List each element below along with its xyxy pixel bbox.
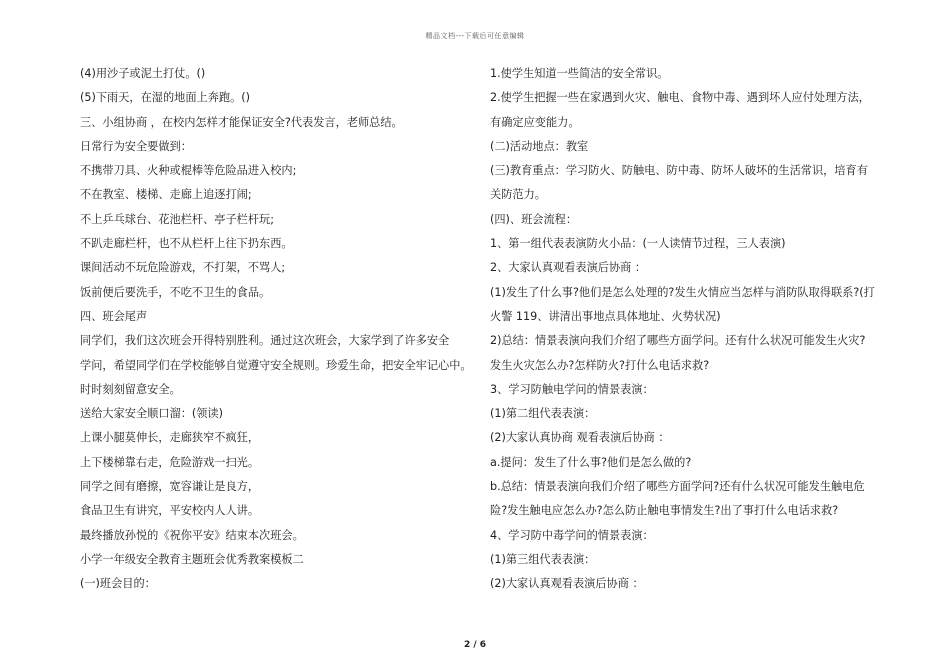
text-line: 不携带刀具、火种或棍棒等危险品进入校内;: [80, 164, 297, 178]
section-heading: 四、班会尾声: [80, 309, 148, 323]
right-column: [490, 62, 882, 597]
left-column: [80, 62, 472, 597]
text-line: 不趴走廊栏杆，也不从栏杆上往下扔东西。: [80, 237, 293, 251]
page-number: 2 / 6: [463, 640, 487, 650]
text-line: 2.使学生把握一些在家遇到火灾、触电、食物中毒、遇到坏人应付处理方法，: [490, 91, 870, 105]
text-line: 1.使学生知道一些简洁的安全常识。: [490, 67, 669, 80]
text-line: 上下楼梯靠右走，危险游戏一扫光。: [80, 455, 260, 469]
page-header: 精品文档---下载后可任意编辑: [425, 32, 525, 40]
text-line: (4)用沙子或泥土打仗。(): [80, 67, 206, 80]
text-line: (2)大家认真观看表演后协商 ：: [490, 577, 644, 591]
text-line: (2)大家认真协商 观看表演后协商 ：: [490, 431, 670, 445]
text-line: 3、学习防触电学问的情景表演：: [490, 382, 654, 396]
section-heading: (四)、班会流程：: [490, 212, 578, 226]
text-line: 送给大家安全顺口溜：(领读): [80, 407, 223, 421]
text-line: 时时刻刻留意安全。: [80, 382, 181, 396]
section-heading: (三)教育重点：学习防火、防触电、防中毒、防坏人破坏的生活常识，培育有: [490, 164, 868, 178]
text-line: 课间活动不玩危险游戏，不打架，不骂人;: [80, 261, 286, 275]
text-line: b.总结：情景表演向我们介绍了哪些方面学问?还有什么状况可能发生触电危: [490, 480, 865, 494]
text-line: (5)下雨天，在湿的地面上奔跑。(): [80, 91, 251, 105]
text-line: 有确定应变能力。: [490, 115, 580, 129]
text-line: 日常行为安全要做到：: [80, 139, 192, 153]
text-line: 上课小腿莫伸长，走廊狭窄不疯狂，: [80, 431, 260, 445]
text-line: 2)总结：情景表演向我们介绍了哪些方面学问。还有什么状况可能发生火灾?: [490, 334, 866, 348]
section-heading: 三、小组协商 ，在校内怎样才能保证安全?代表发言，老师总结。: [80, 115, 403, 129]
text-line: 食品卫生有讲究，平安校内人人讲。: [80, 504, 260, 518]
text-line: 同学之间有磨擦，宽容谦让是良方，: [80, 480, 260, 494]
text-line: 最终播放孙悦的《祝你平安》结束本次班会。: [80, 528, 304, 542]
text-line: (1)第二组代表表演：: [490, 407, 596, 421]
text-line: 火警 119、讲清出事地点具体地址、火势状况): [490, 309, 721, 323]
text-line: 关防范力。: [490, 188, 546, 202]
text-line: 同学们，我们这次班会开得特别胜利。通过这次班会，大家学到了许多安全: [80, 334, 450, 348]
document-subtitle: 小学一年级安全教育主题班会优秀教案模板二: [80, 552, 304, 566]
section-heading: (二)活动地点：教室: [490, 139, 589, 153]
text-line: 2、大家认真观看表演后协商 ：: [490, 261, 647, 275]
text-line: (1)发生了什么事?他们是怎么处理的?发生火情应当怎样与消防队取得联系?(打: [490, 285, 875, 299]
text-line: 险?发生触电应怎么办?怎么防止触电事情发生?出了事打什么电话求救?: [490, 504, 839, 518]
text-line: a.提问：发生了什么事?他们是怎么做的?: [490, 455, 692, 469]
text-line: 学问，希望同学们在学校能够自觉遵守安全规则。珍爱生命，把安全牢记心中。: [80, 358, 472, 372]
text-line: 饭前便后要洗手，不吃不卫生的食品。: [80, 285, 271, 299]
text-line: 不上乒乓球台、花池栏杆、亭子栏杆玩;: [80, 212, 274, 226]
text-line: 1、第一组代表表演防火小品：(一人读情节过程，三人表演): [490, 237, 786, 251]
text-line: (1)第三组代表表演：: [490, 552, 596, 566]
text-line: 4、学习防中毒学问的情景表演：: [490, 528, 654, 542]
text-line: 发生火灾怎么办?怎样防火?打什么电话求救?: [490, 358, 710, 372]
section-heading: (一)班会目的：: [80, 577, 156, 591]
text-line: 不在教室、楼梯、走廊上追逐打闹;: [80, 188, 252, 202]
